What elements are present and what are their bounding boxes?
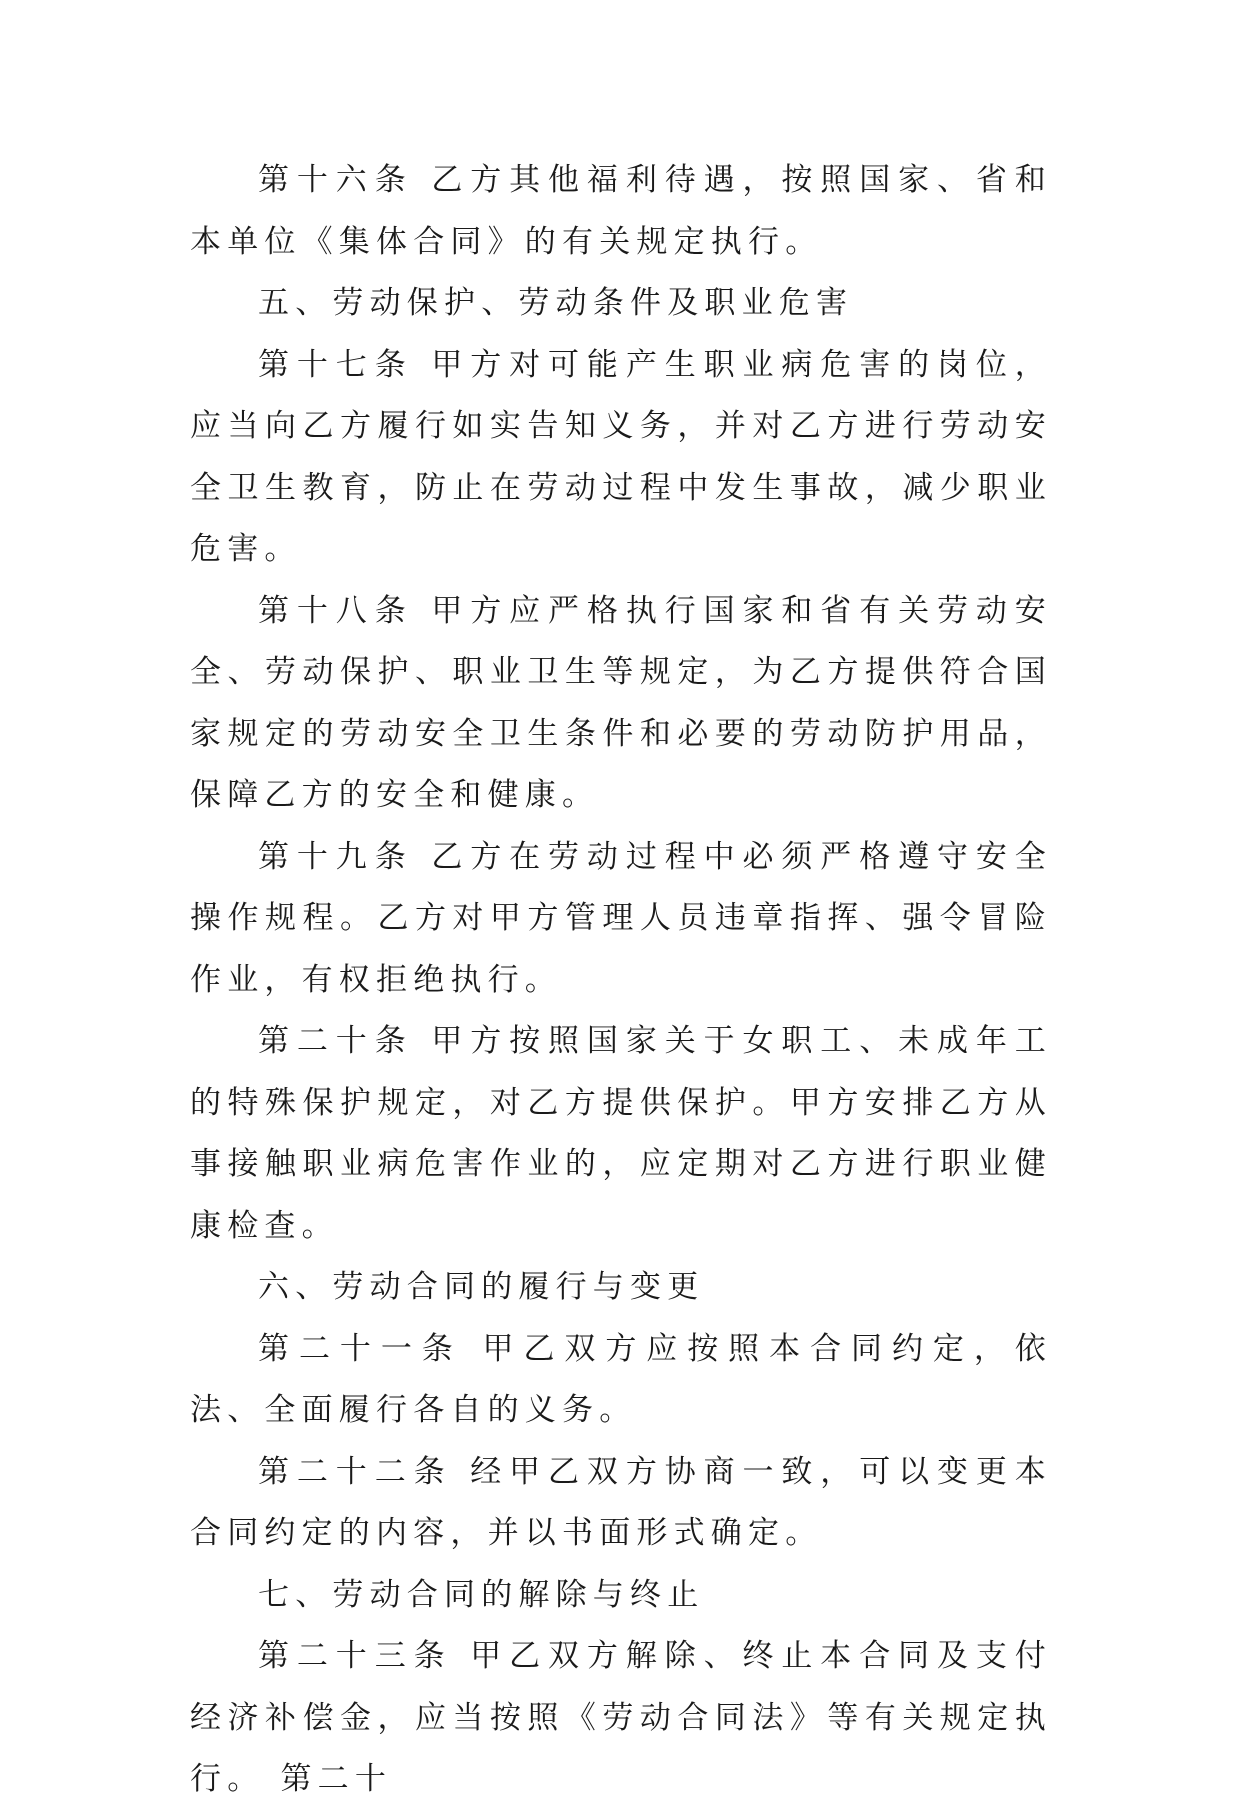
section-heading-6: 六、劳动合同的履行与变更: [258, 1269, 705, 1305]
section-heading-7: 七、劳动合同的解除与终止: [258, 1576, 705, 1613]
section-heading-5: 五、劳动保护、劳动条件及职业危害: [258, 285, 854, 321]
article-19: 第十九条 乙方在劳动过程中必须严格遵守安全操作规程。乙方对甲方管理人员违章指挥、强令冒险作业，有权拒绝执行。: [190, 838, 1052, 998]
article-21: 第二十一条 甲乙双方应按照本合同约定，依法、全面履行各自的义务。: [190, 1330, 1052, 1428]
article-18: 第十八条 甲方应严格执行国家和省有关劳动安全、劳动保护、职业卫生等规定，为乙方提供符合国家规定的劳动安全卫生条件和必要的劳动防护用品，保障乙方的安全和健康。: [190, 592, 1052, 813]
article-22: 第二十二条 经甲乙双方协商一致，可以变更本合同约定的内容，并以书面形式确定。: [190, 1453, 1052, 1551]
article-23: 第二十三条 甲乙双方解除、终止本合同及支付经济补偿金，应当按照《劳动合同法》等有关规定执行。 第二十: [190, 1638, 1052, 1797]
article-17: 第十七条 甲方对可能产生职业病危害的岗位，应当向乙方履行如实告知义务，并对乙方进行劳动安全卫生教育，防止在劳动过程中发生事故，减少职业危害。: [190, 346, 1052, 567]
article-16: 第十六条 乙方其他福利待遇，按照国家、省和本单位《集体合同》的有关规定执行。: [190, 162, 1052, 260]
document-body: [190, 150, 1052, 1811]
article-20: 第二十条 甲方按照国家关于女职工、未成年工的特殊保护规定，对乙方提供保护。甲方安排乙方从事接触职业病危害作业的，应定期对乙方进行职业健康检查。: [190, 1023, 1052, 1244]
